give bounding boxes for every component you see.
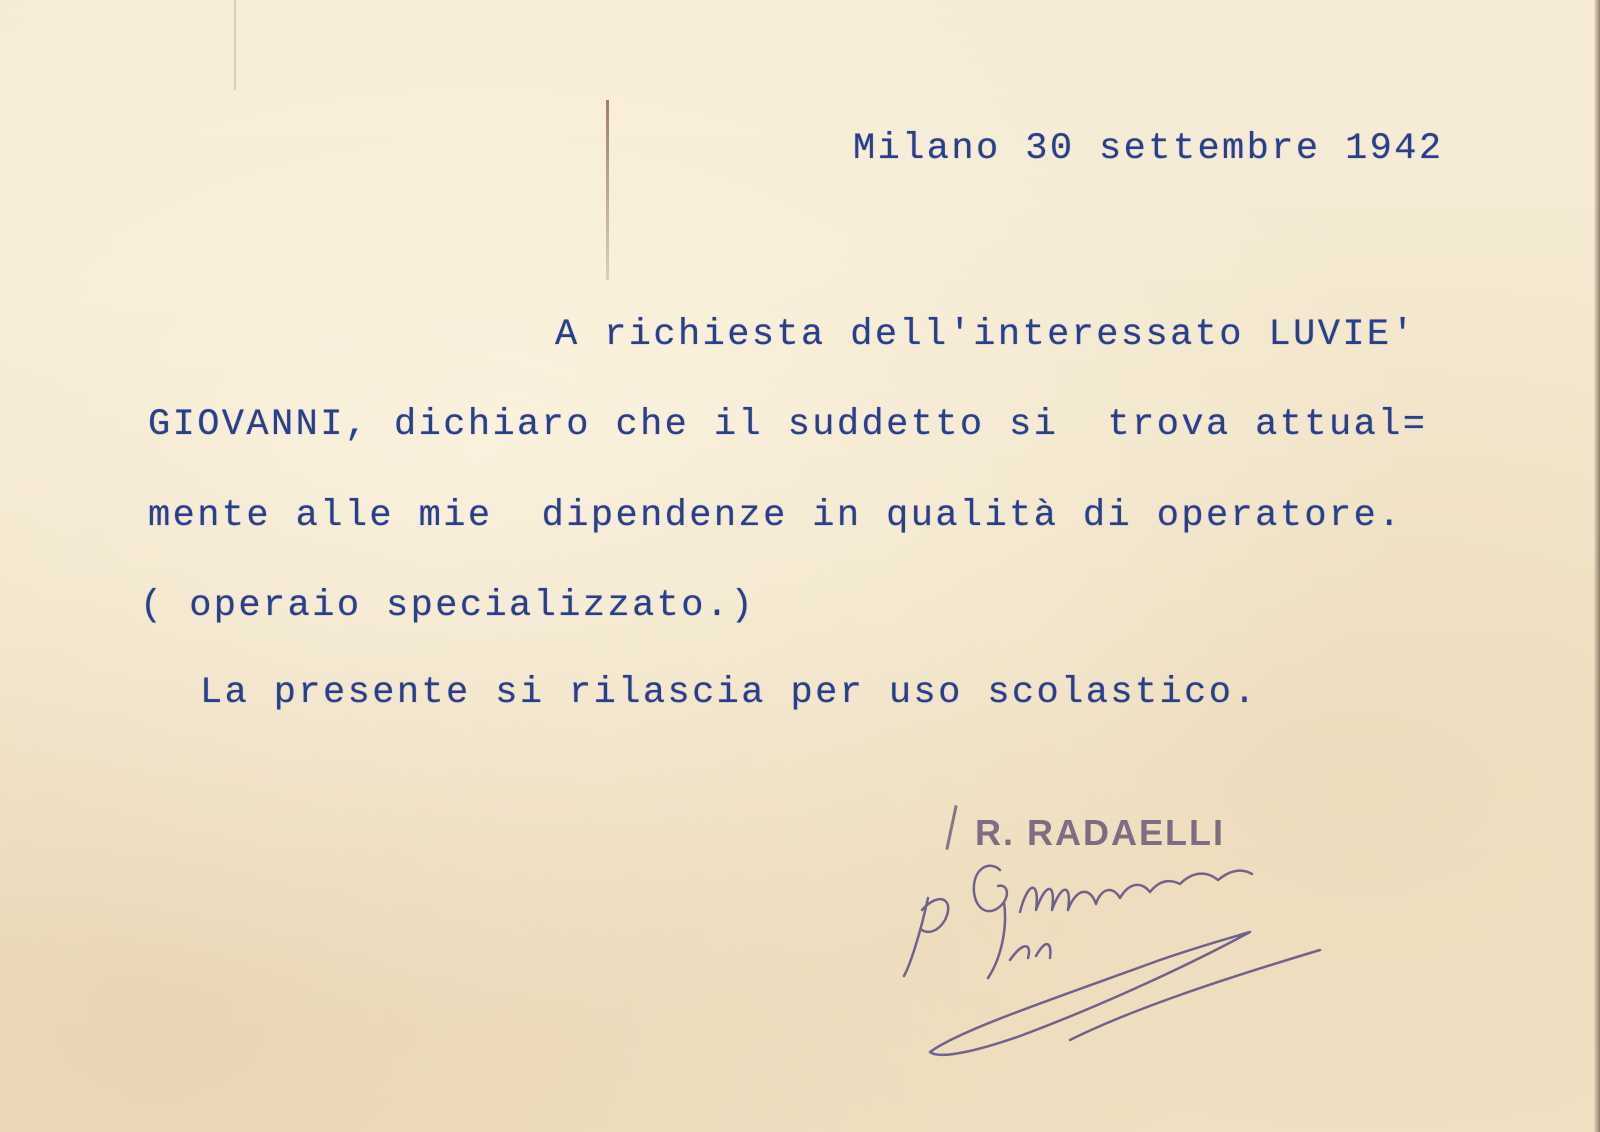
handwritten-signature	[900, 840, 1360, 1080]
body-line-2: GIOVANNI, dichiaro che il suddetto si trova attual=	[148, 404, 1428, 446]
date-line: Milano 30 settembre 1942	[853, 128, 1444, 170]
company-stamp: R. RADAELLI	[975, 812, 1225, 853]
body-line-4: ( operaio specializzato.)	[140, 585, 756, 627]
ink-mark	[606, 100, 609, 280]
body-line-5: La presente si rilascia per uso scolastico.	[200, 672, 1258, 714]
body-line-1: A richiesta dell'interessato LUVIE'	[555, 314, 1417, 356]
body-line-3: mente alle mie dipendenze in qualità di operatore.	[148, 495, 1403, 537]
card-edge	[1594, 0, 1600, 1132]
paper-crease	[234, 0, 236, 90]
